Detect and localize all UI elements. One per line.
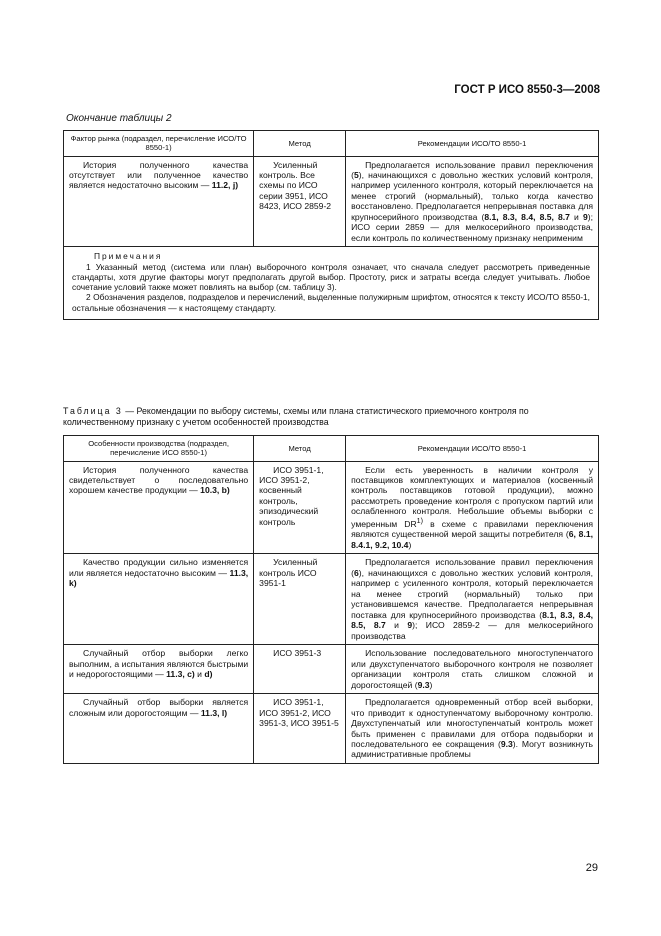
- rec-ref: 6: [354, 567, 359, 578]
- table3-col-header: Рекомендации ИСО/ТО 8550-1: [346, 436, 599, 462]
- rec-ref: 8.1, 8.3, 8.4, 8.5, 8.7: [484, 211, 570, 222]
- factor-text: История полученного качества отсутствует или полученное качество является недостаточно высоким —: [69, 159, 249, 191]
- table-cell-method: [254, 461, 346, 554]
- feature-text: и: [194, 669, 205, 680]
- rec-text: ). Могут возникнуть административные проблемы: [351, 738, 593, 760]
- table3-caption: [63, 406, 601, 428]
- table-row: [64, 694, 599, 764]
- factor-ref: 11.2, j): [211, 180, 239, 191]
- table-cell-recommendation: [346, 554, 599, 645]
- table-cell-feature: [64, 645, 254, 694]
- table-row: [64, 461, 599, 554]
- rec-text: Предполагается использование правил переключения (: [351, 159, 593, 180]
- rec-text: ); ИСО серии 2859 — для мелкосерийного производства, если контроль по количественному признаку неприменим: [351, 211, 593, 243]
- page-number: 29: [585, 862, 598, 874]
- rec-text: Использование последовательного многоступенчатого или двухступенчатого выборочного контроля не позволяет организации контроля стать слишком сложной и дорогостоящей (: [351, 648, 593, 690]
- table3-header-row: [64, 436, 599, 462]
- document-header: ГОСТ Р ИСО 8550-3—2008: [454, 84, 600, 96]
- table-cell-method: [254, 156, 346, 247]
- rec-ref: 5: [354, 169, 359, 180]
- table-cell-factor: [64, 156, 254, 247]
- rec-text: ); ИСО 2859-2 — для мелкосерийного производства: [351, 620, 593, 641]
- feature-text: Случайный отбор выборки легко выполним, а испытания являются быстрыми и недорогостоящими —: [69, 648, 249, 680]
- rec-text: Предполагается использование правил переключения (: [351, 557, 593, 578]
- note-1: 1 Указанный метод (система или план) выборочного контроля означает, что сначала следует рассмотреть приведенные стандарты, хотя другие факторы могут предполагать другой выбор. Простоту, риск и затраты всегда следует учитывать. Любое сочетание условий также может повлиять на выбор (см. таблицу 3).: [72, 261, 590, 293]
- rec-ref: 9: [407, 620, 413, 631]
- table-row: [64, 156, 599, 247]
- table3-caption-label: Таблица 3: [63, 406, 123, 416]
- footnote-marker: 1): [416, 516, 424, 525]
- method-text: Усиленный контроль. Все схемы по ИСО серии 3951, ИСО 8423, ИСО 2859-2: [259, 159, 332, 212]
- table3-col-header: Метод: [254, 436, 346, 462]
- table2-header-row: [64, 131, 599, 157]
- table-cell-recommendation: [346, 156, 599, 247]
- table2-col-header: Рекомендации ИСО/ТО 8550-1: [346, 131, 599, 157]
- rec-text: ), начинающихся с довольно жестких условий контроля, например усиленного контроля, который переключается на менее строгий (нормальный), только когда качество восстановлено. Предполагается непрерывная поставка для крупносерийного производства (: [351, 169, 593, 222]
- table-cell-recommendation: [346, 645, 599, 694]
- table-cell-method: [254, 694, 346, 764]
- method-text: ИСО 3951-3: [273, 648, 322, 659]
- table-cell-feature: [64, 461, 254, 554]
- table-2: [63, 130, 599, 320]
- method-text: ИСО 3951-1, ИСО 3951-2, ИСО 3951-3, ИСО 3951-5: [259, 697, 339, 729]
- table2-notes-row: [64, 247, 599, 320]
- rec-text: Если есть уверенность в наличии контроля у поставщиков комплектующих и материалов (косвенный контроль поставщиков готовой продукции), можно рассмотреть проведение контроля с пропуском партий или ослабленного контроля. Небольшие объемы выборки с умеренным DR: [351, 464, 593, 529]
- table2-col-header: Метод: [254, 131, 346, 157]
- feature-text: История полученного качества свидетельствует о последовательно хорошем качестве продукции —: [69, 464, 249, 496]
- feature-ref: 11.3, k): [69, 567, 249, 589]
- table-cell-recommendation: [346, 461, 599, 554]
- table-cell-recommendation: [346, 694, 599, 764]
- rec-text: и: [385, 620, 408, 631]
- table-row: [64, 645, 599, 694]
- rec-ref: 9: [582, 211, 588, 222]
- feature-ref: 11.3, l): [200, 707, 228, 718]
- table-cell-method: [254, 554, 346, 645]
- rec-text: ), начинающихся с довольно жестких условий контроля, например с усиленного контроля, который переключается на менее строгий (нормальный) только при установившемся качестве. Предполагается непрерывная поставка для крупносерийного производства (: [351, 567, 593, 620]
- rec-ref: 6, 8.1, 8.4.1, 9.2, 10.4: [351, 529, 593, 550]
- table2-continuation-label: Окончание таблицы 2: [66, 113, 172, 124]
- rec-text: и: [569, 211, 583, 222]
- feature-text: Случайный отбор выборки является сложным или дорогостоящим —: [69, 697, 249, 718]
- rec-ref: 8.1, 8.3, 8.4, 8.5, 8.7: [351, 609, 594, 631]
- table-3: [63, 435, 599, 764]
- notes-title: Примечания: [94, 251, 163, 262]
- feature-text: Качество продукции сильно изменяется или является недостаточно высоким —: [69, 557, 249, 578]
- rec-text: Предполагается одновременный отбор всей выборки, что приводит к одноступенчатому выборочному контролю. Двухступенчатый или многоступенчатый контроль может быть применен с правилами для отбора подвыборки и последовательного ее сокращения (: [351, 697, 593, 749]
- rec-text: ): [429, 679, 433, 690]
- table-cell-feature: [64, 554, 254, 645]
- table-row: [64, 554, 599, 645]
- feature-ref: 10.3, b): [200, 485, 230, 496]
- rec-ref: 9.3: [417, 679, 430, 690]
- table-cell-feature: [64, 694, 254, 764]
- rec-ref: 9.3: [500, 738, 513, 749]
- feature-ref: 11.3, c): [166, 669, 195, 680]
- table3-col-header: Особенности производства (подраздел, перечисление ИСО 8550-1): [64, 436, 254, 462]
- method-text: Усиленный контроль ИСО 3951-1: [259, 557, 318, 589]
- table-cell-method: [254, 645, 346, 694]
- notes-cell: [64, 247, 599, 320]
- table3-caption-text: — Рекомендации по выбору системы, схемы или плана статистического приемочного контроля по количественному признаку с учетом особенностей производства: [63, 406, 529, 427]
- rec-text: ): [408, 539, 412, 550]
- feature-ref: d): [204, 669, 213, 680]
- table2-col-header: Фактор рынка (подраздел, перечисление ИСО/ТО 8550-1): [64, 131, 254, 157]
- method-text: ИСО 3951-1, ИСО 3951-2, косвенный контроль, эпизодический контроль: [259, 464, 324, 527]
- note-2: 2 Обозначения разделов, подразделов и перечислений, выделенные полужирным шрифтом, относятся к тексту ИСО/ТО 8550-1, остальные обозначения — к настоящему стандарту.: [72, 292, 590, 313]
- rec-text: в схеме с правилами переключения являются существенной мерой защиты потребителя (: [351, 518, 594, 540]
